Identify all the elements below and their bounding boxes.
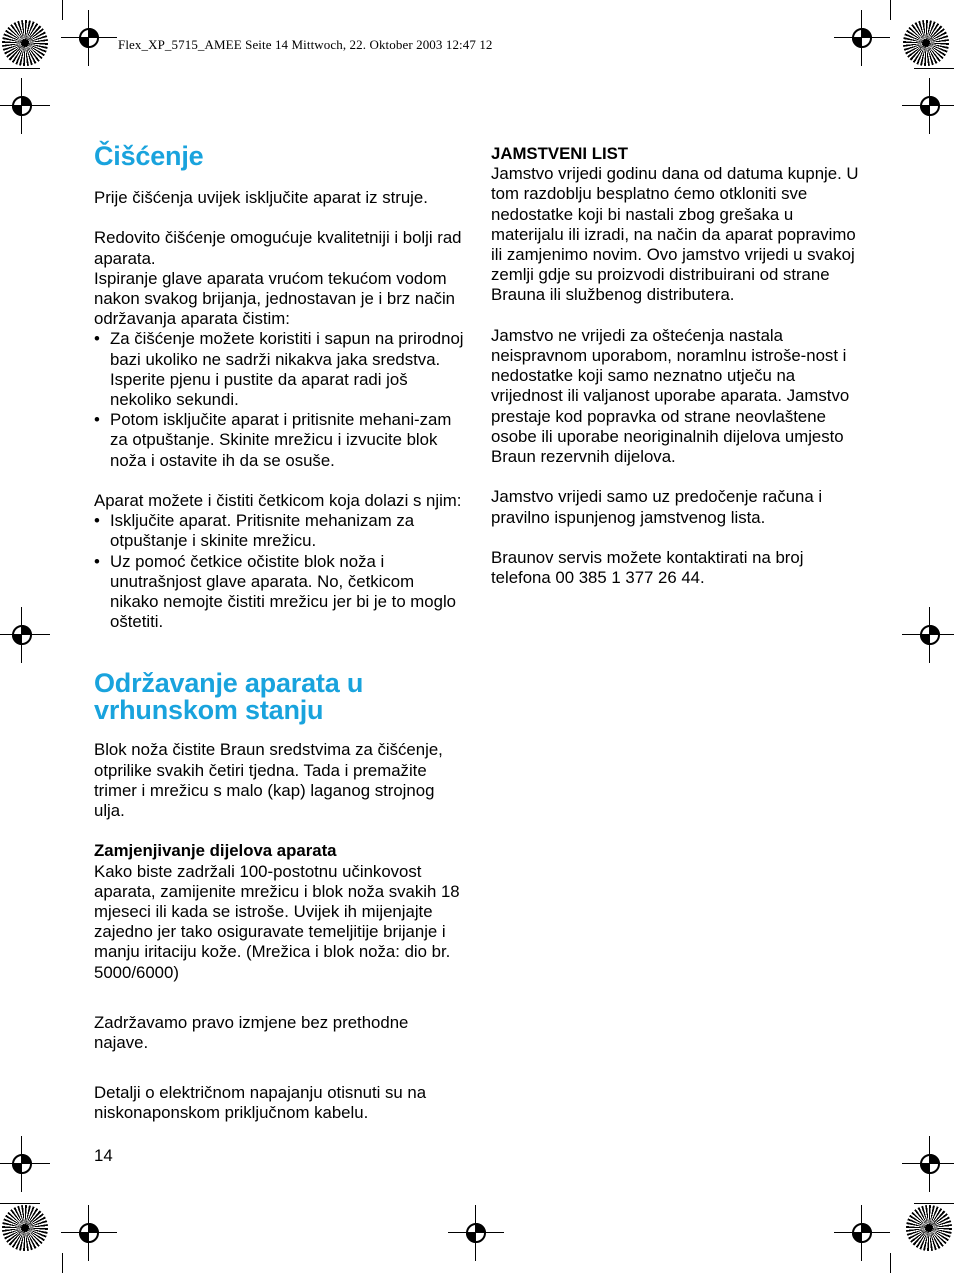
registration-mark-right-upper	[916, 92, 944, 120]
trim-line	[890, 1253, 891, 1273]
paragraph: Redovito čišćenje omogućuje kvalitetniji i bolji rad aparata.	[94, 228, 462, 268]
page-number: 14	[94, 1146, 113, 1165]
starburst-mark-bottom-left	[2, 1205, 48, 1251]
registration-mark-left-upper	[8, 92, 36, 120]
paragraph: Detalji o električnom napajanju otisnuti su na niskonaponskom priključnom kabelu.	[94, 1083, 427, 1123]
paragraph: Ispiranje glave aparata vrućom tekućom vodom nakon svakog brijanja, jednostavan je i brz način održavanja aparata čistim:	[94, 268, 456, 329]
list-item: • Uz pomoć četkice očistite blok noža i unutrašnjost glave aparata. No, četkicom nikako nemojte čistiti mrežicu jer bi je to moglo oštetiti.	[94, 552, 466, 633]
paragraph: Kako biste zadržali 100-postotnu učinkovost aparata, zamijenite mrežicu i blok noža svakih 18 mjeseci ili kada se istroše. Uvijek ih mijenjajte zajedno jer tako osiguravate temeljitije brijanje i manju iritaciju kože. (Mrežica i blok noža: dio br. 5000/6000)	[94, 861, 460, 982]
registration-mark-top	[75, 24, 103, 52]
trim-line	[914, 1203, 954, 1204]
trim-line	[0, 1203, 40, 1204]
registration-mark-top-right	[848, 24, 876, 52]
registration-mark-right-middle	[916, 621, 944, 649]
starburst-mark-top-right	[903, 20, 949, 66]
registration-mark-left-middle	[8, 621, 36, 649]
registration-mark-right-lower	[916, 1150, 944, 1178]
paragraph: Blok noža čistite Braun sredstvima za čišćenje, otprilike svakih četiri tjedna. Tada i premažite trimer i mrežicu s malo (kap) laganog strojnog ulja.	[94, 740, 443, 821]
warranty-heading: JAMSTVENI LIST	[491, 144, 629, 163]
bullet-list	[94, 511, 466, 632]
trim-line	[890, 0, 891, 20]
subheading-replacement-parts: Zamjenjivanje dijelova aparata	[94, 841, 337, 861]
paragraph: Jamstvo ne vrijedi za oštećenja nastala neispravnom uporabom, noramlnu istroše-nost i nedostatke koji samo neznatno utječu na vrijednost ili valjanost uporabe aparata. Jamstvo prestaje kod popravka od strane neovlaštene osobe ili uporabe neoriginalnih dijelova umjesto Braun rezervnih dijelova.	[491, 325, 850, 467]
print-info-header: Flex_XP_5715_AMEE Seite 14 Mittwoch, 22. Oktober 2003 12:47 12	[118, 37, 493, 52]
list-item: • Za čišćenje možete koristiti i sapun na prirodnoj bazi ukoliko ne sadrži nikakva jaka sredstva. Isperite pjenu i pustite da aparat radi još nekoliko sekundi.	[94, 329, 466, 410]
bullet-list	[94, 329, 466, 470]
trim-line	[62, 0, 63, 20]
paragraph: Aparat možete i čistiti četkicom koja dolazi s njim:	[94, 491, 462, 511]
starburst-mark-top-left	[2, 20, 48, 66]
registration-mark-left-lower	[8, 1150, 36, 1178]
paragraph: Prije čišćenja uvijek isključite aparat iz struje.	[94, 188, 428, 207]
registration-mark-bottom-right	[848, 1219, 876, 1247]
paragraph: Jamstvo vrijedi godinu dana od datuma kupnje. U tom razdoblju besplatno ćemo otkloniti sve nedostatke koji bi nastali zbog grešaka u materijalu ili izradi, na način da aparat popravimo ili zamjenimo novim. Ovo jamstvo vrijedi u svakoj zemlji gdje su proizvodi distribuirani od strane Brauna ili službenog distributera.	[491, 164, 859, 305]
section-title-maintenance: Održavanje aparata u vrhunskom stanju	[94, 668, 364, 726]
list-item: • Potom isključite aparat i pritisnite mehani-zam za otpuštanje. Skinite mrežicu i izvucite blok noža i ostavite ih da se osuše.	[94, 410, 466, 471]
paragraph: Jamstvo vrijedi samo uz predočenje računa i pravilno ispunjenog jamstvenog lista.	[491, 487, 823, 527]
registration-mark-bottom-left	[75, 1219, 103, 1247]
list-item: • Isključite aparat. Pritisnite mehanizam za otpuštanje i skinite mrežicu.	[94, 511, 466, 551]
left-column	[94, 138, 466, 1124]
trim-line	[62, 1253, 63, 1273]
registration-mark-bottom-center	[462, 1219, 490, 1247]
right-column	[491, 144, 863, 588]
paragraph: Braunov servis možete kontaktirati na broj telefona 00 385 1 377 26 44.	[491, 548, 804, 588]
section-title-cleaning: Čišćenje	[94, 141, 204, 171]
trim-line	[0, 68, 40, 69]
trim-line	[914, 68, 954, 69]
paragraph: Zadržavamo pravo izmjene bez prethodne najave.	[94, 1012, 409, 1053]
starburst-mark-bottom-right	[906, 1205, 952, 1251]
